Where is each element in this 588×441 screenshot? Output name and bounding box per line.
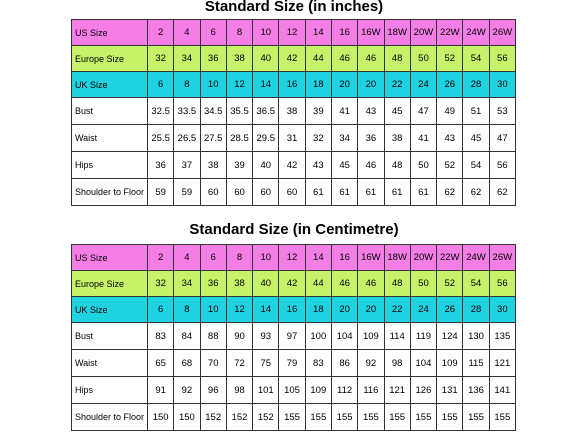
table-cell: 36.5 (253, 98, 279, 125)
table-cell: 114 (384, 323, 410, 350)
table-cell: 152 (226, 404, 252, 431)
table-cell: 60 (226, 179, 252, 206)
table-cell: 26W (489, 245, 515, 271)
table-cell: 136 (463, 377, 489, 404)
table-cell: 50 (410, 271, 436, 297)
table-cell: 116 (358, 377, 384, 404)
table-cell: 20 (358, 72, 384, 98)
table-cell: 152 (200, 404, 226, 431)
table-cell: 119 (410, 323, 436, 350)
table-cell: 34.5 (200, 98, 226, 125)
table-cell: 16 (279, 297, 305, 323)
table-cell: 100 (305, 323, 331, 350)
table-cell: 44 (305, 271, 331, 297)
table-cell: 62 (463, 179, 489, 206)
size-table-centimetre (71, 244, 516, 431)
table-cell: 22 (384, 297, 410, 323)
table-cell: 10 (253, 20, 279, 46)
row-label: Shoulder to Floor (72, 179, 148, 206)
table-cell: 28 (463, 297, 489, 323)
table-cell: 43 (358, 98, 384, 125)
table-cell: 8 (174, 297, 200, 323)
table-cell: 104 (410, 350, 436, 377)
table-cell: 20 (331, 297, 357, 323)
table-cell: 38 (384, 125, 410, 152)
table-cell: 18 (305, 72, 331, 98)
table-cell: 4 (174, 245, 200, 271)
table-cell: 22W (437, 245, 463, 271)
table-cell: 28.5 (226, 125, 252, 152)
table-cell: 155 (279, 404, 305, 431)
table-cell: 20 (358, 297, 384, 323)
table-cell: 47 (410, 98, 436, 125)
table-cell: 79 (279, 350, 305, 377)
bust-row (72, 323, 516, 350)
table-cell: 20 (331, 72, 357, 98)
table-cell: 2 (148, 20, 174, 46)
table-cell: 40 (253, 152, 279, 179)
table-cell: 38 (226, 271, 252, 297)
row-label: Bust (72, 323, 148, 350)
table-cell: 51 (463, 98, 489, 125)
table-cell: 121 (384, 377, 410, 404)
table-cell: 152 (253, 404, 279, 431)
table-cell: 18W (384, 245, 410, 271)
table-cell: 54 (463, 152, 489, 179)
table-cell: 92 (174, 377, 200, 404)
table-cell: 98 (384, 350, 410, 377)
size-table-inches (71, 19, 516, 206)
table-cell: 40 (253, 271, 279, 297)
table-cell: 14 (305, 245, 331, 271)
table-cell: 112 (331, 377, 357, 404)
us-size-row (72, 245, 516, 271)
table-cell: 22W (437, 20, 463, 46)
table-cell: 37 (174, 152, 200, 179)
table-cell: 155 (305, 404, 331, 431)
table-cell: 98 (226, 377, 252, 404)
table-cell: 86 (331, 350, 357, 377)
hips-row (72, 377, 516, 404)
table-cell: 38 (279, 98, 305, 125)
row-label: Waist (72, 125, 148, 152)
table-cell: 16W (358, 245, 384, 271)
table-cell: 31 (279, 125, 305, 152)
table-cell: 155 (384, 404, 410, 431)
table-cell: 155 (331, 404, 357, 431)
table-cell: 50 (410, 46, 436, 72)
table-cell: 22 (384, 72, 410, 98)
table-cell: 14 (253, 297, 279, 323)
table-cell: 45 (384, 98, 410, 125)
uk-size-row (72, 297, 516, 323)
row-label: Hips (72, 152, 148, 179)
hips-row (72, 152, 516, 179)
table-cell: 104 (331, 323, 357, 350)
table-cell: 6 (200, 20, 226, 46)
table-cell: 32.5 (148, 98, 174, 125)
table-cell: 34 (331, 125, 357, 152)
table-cell: 26.5 (174, 125, 200, 152)
table-cell: 32 (305, 125, 331, 152)
table-cell: 28 (463, 72, 489, 98)
row-label: Shoulder to Floor (72, 404, 148, 431)
table-cell: 70 (200, 350, 226, 377)
table-cell: 46 (358, 152, 384, 179)
table-cell: 46 (331, 46, 357, 72)
table-cell: 14 (305, 20, 331, 46)
table-cell: 6 (200, 245, 226, 271)
table-cell: 150 (174, 404, 200, 431)
table-cell: 39 (226, 152, 252, 179)
table-cell: 72 (226, 350, 252, 377)
table-cell: 61 (410, 179, 436, 206)
table-cell: 16W (358, 20, 384, 46)
table-cell: 29.5 (253, 125, 279, 152)
waist-row (72, 125, 516, 152)
table-cell: 49 (437, 98, 463, 125)
table-cell: 36 (200, 46, 226, 72)
table-cell: 42 (279, 271, 305, 297)
row-label: US Size (72, 245, 148, 271)
table-cell: 10 (200, 297, 226, 323)
table-cell: 20W (410, 245, 436, 271)
table-cell: 155 (410, 404, 436, 431)
table-cell: 44 (305, 46, 331, 72)
table-cell: 56 (489, 152, 515, 179)
table-cell: 36 (148, 152, 174, 179)
table-cell: 16 (331, 245, 357, 271)
table-cell: 109 (437, 350, 463, 377)
table-cell: 109 (305, 377, 331, 404)
table-cell: 150 (148, 404, 174, 431)
table-cell: 83 (305, 350, 331, 377)
table-cell: 93 (253, 323, 279, 350)
row-label: Bust (72, 98, 148, 125)
table-cell: 8 (174, 72, 200, 98)
table-cell: 34 (174, 46, 200, 72)
table-cell: 6 (148, 297, 174, 323)
table-cell: 105 (279, 377, 305, 404)
table-cell: 35.5 (226, 98, 252, 125)
table-cell: 12 (279, 20, 305, 46)
table-cell: 92 (358, 350, 384, 377)
table-cell: 101 (253, 377, 279, 404)
table-cell: 54 (463, 271, 489, 297)
table-cell: 83 (148, 323, 174, 350)
table-cell: 61 (384, 179, 410, 206)
europe-size-row (72, 271, 516, 297)
table-cell: 60 (200, 179, 226, 206)
table-cell: 24W (463, 20, 489, 46)
table-cell: 26W (489, 20, 515, 46)
table-cell: 25.5 (148, 125, 174, 152)
table-cell: 109 (358, 323, 384, 350)
table-cell: 59 (148, 179, 174, 206)
table-cell: 115 (463, 350, 489, 377)
table-cell: 32 (148, 271, 174, 297)
table-cell: 75 (253, 350, 279, 377)
table-cell: 61 (305, 179, 331, 206)
europe-size-row (72, 46, 516, 72)
table-cell: 96 (200, 377, 226, 404)
table-cell: 60 (279, 179, 305, 206)
table-cell: 60 (253, 179, 279, 206)
table-cell: 135 (489, 323, 515, 350)
table-cell: 48 (384, 46, 410, 72)
table-cell: 20W (410, 20, 436, 46)
table-cell: 24 (410, 297, 436, 323)
table-cell: 68 (174, 350, 200, 377)
centimetre-table-title: Standard Size (in Centimetre) (189, 221, 399, 238)
table-cell: 56 (489, 271, 515, 297)
table-cell: 27.5 (200, 125, 226, 152)
table-cell: 50 (410, 152, 436, 179)
table-cell: 141 (489, 377, 515, 404)
us-size-row (72, 20, 516, 46)
table-cell: 43 (305, 152, 331, 179)
table-cell: 59 (174, 179, 200, 206)
table-cell: 56 (489, 46, 515, 72)
table-cell: 4 (174, 20, 200, 46)
table-cell: 34 (174, 271, 200, 297)
table-cell: 46 (358, 271, 384, 297)
table-cell: 12 (226, 72, 252, 98)
table-cell: 53 (489, 98, 515, 125)
table-cell: 124 (437, 323, 463, 350)
inches-table-title: Standard Size (in inches) (204, 0, 384, 15)
table-cell: 45 (331, 152, 357, 179)
table-cell: 10 (200, 72, 226, 98)
table-cell: 42 (279, 152, 305, 179)
table-cell: 2 (148, 245, 174, 271)
table-cell: 38 (200, 152, 226, 179)
row-label: US Size (72, 20, 148, 46)
table-cell: 155 (358, 404, 384, 431)
table-cell: 84 (174, 323, 200, 350)
table-cell: 52 (437, 271, 463, 297)
row-label: Waist (72, 350, 148, 377)
row-label: UK Size (72, 297, 148, 323)
table-cell: 52 (437, 46, 463, 72)
waist-row (72, 350, 516, 377)
table-cell: 155 (463, 404, 489, 431)
table-cell: 8 (226, 20, 252, 46)
table-cell: 43 (437, 125, 463, 152)
table-cell: 10 (253, 245, 279, 271)
table-cell: 121 (489, 350, 515, 377)
table-cell: 26 (437, 72, 463, 98)
table-cell: 39 (305, 98, 331, 125)
row-label: Europe Size (72, 271, 148, 297)
table-cell: 65 (148, 350, 174, 377)
table-cell: 12 (226, 297, 252, 323)
table-cell: 91 (148, 377, 174, 404)
table-cell: 32 (148, 46, 174, 72)
table-cell: 90 (226, 323, 252, 350)
table-cell: 38 (226, 46, 252, 72)
table-cell: 18W (384, 20, 410, 46)
table-cell: 48 (384, 271, 410, 297)
table-cell: 61 (358, 179, 384, 206)
table-cell: 24W (463, 245, 489, 271)
table-cell: 155 (489, 404, 515, 431)
table-cell: 26 (437, 297, 463, 323)
row-label: Hips (72, 377, 148, 404)
table-cell: 155 (437, 404, 463, 431)
table-cell: 8 (226, 245, 252, 271)
table-cell: 40 (253, 46, 279, 72)
table-cell: 97 (279, 323, 305, 350)
table-cell: 62 (437, 179, 463, 206)
table-cell: 130 (463, 323, 489, 350)
table-cell: 46 (331, 271, 357, 297)
table-cell: 24 (410, 72, 436, 98)
table-cell: 54 (463, 46, 489, 72)
table-cell: 62 (489, 179, 515, 206)
table-cell: 16 (279, 72, 305, 98)
table-cell: 46 (358, 46, 384, 72)
table-cell: 36 (358, 125, 384, 152)
table-cell: 41 (410, 125, 436, 152)
table-cell: 18 (305, 297, 331, 323)
table-cell: 14 (253, 72, 279, 98)
table-cell: 6 (148, 72, 174, 98)
bust-row (72, 98, 516, 125)
table-cell: 12 (279, 245, 305, 271)
shoulder-to-floor-row (72, 179, 516, 206)
table-cell: 36 (200, 271, 226, 297)
table-cell: 52 (437, 152, 463, 179)
table-cell: 33.5 (174, 98, 200, 125)
row-label: Europe Size (72, 46, 148, 72)
table-cell: 61 (331, 179, 357, 206)
table-cell: 42 (279, 46, 305, 72)
table-cell: 30 (489, 72, 515, 98)
table-cell: 88 (200, 323, 226, 350)
table-cell: 45 (463, 125, 489, 152)
uk-size-row (72, 72, 516, 98)
table-cell: 16 (331, 20, 357, 46)
shoulder-to-floor-row (72, 404, 516, 431)
table-cell: 30 (489, 297, 515, 323)
table-cell: 47 (489, 125, 515, 152)
table-cell: 131 (437, 377, 463, 404)
row-label: UK Size (72, 72, 148, 98)
table-cell: 126 (410, 377, 436, 404)
table-cell: 41 (331, 98, 357, 125)
table-cell: 48 (384, 152, 410, 179)
